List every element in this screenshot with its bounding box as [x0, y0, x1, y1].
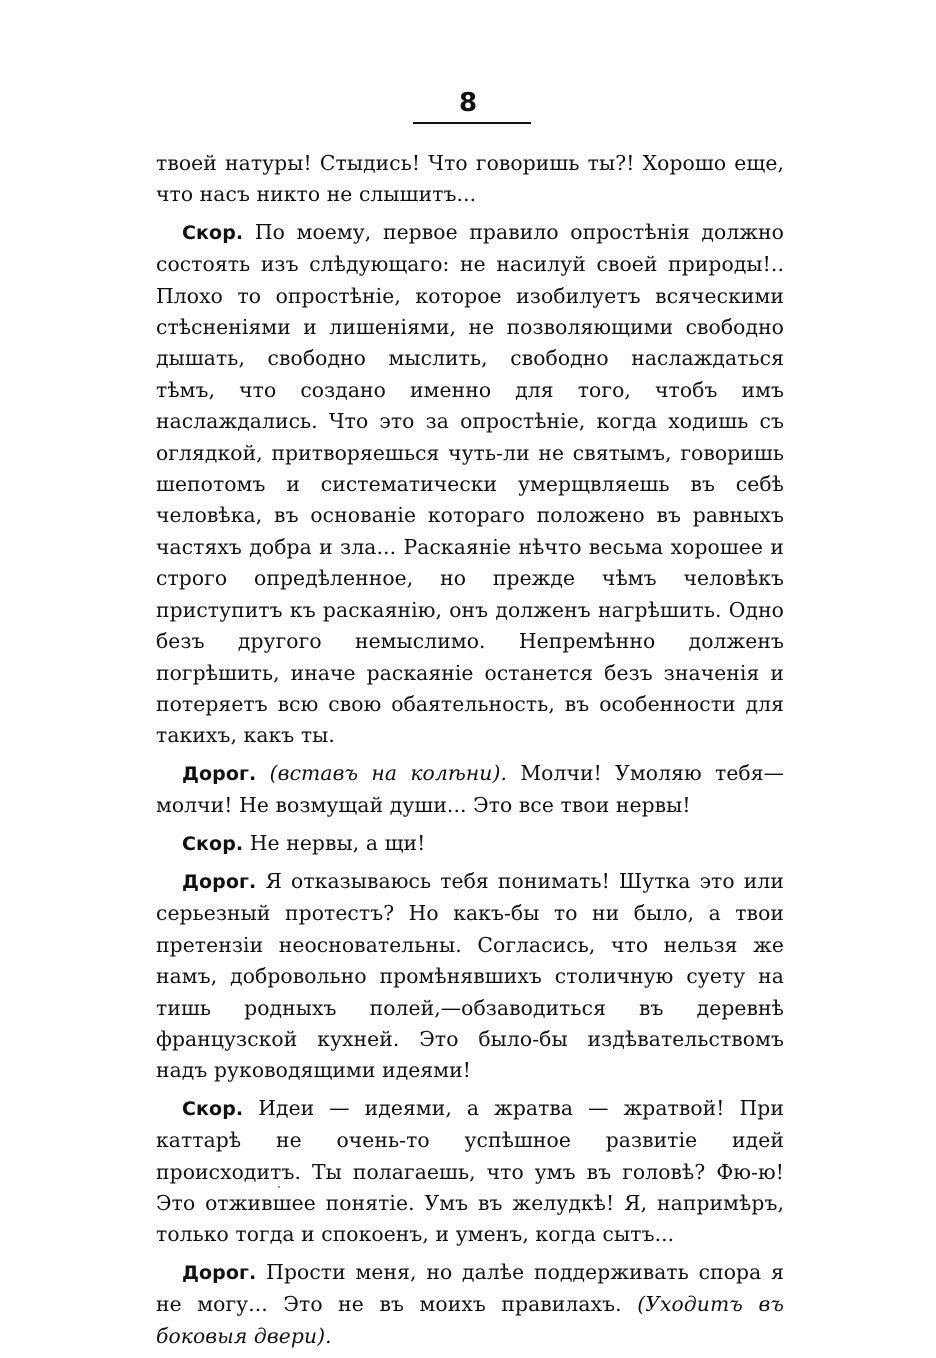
- stage-direction: (вставъ на колѣни).: [269, 760, 508, 785]
- dialogue-text-after: Молчи! Умоляю тебя—молчи! Не возмущай души... Это все твои нервы!: [156, 760, 785, 818]
- stage-direction: (Уходитъ въ боковыя двери).: [156, 1292, 784, 1348]
- page-number: 8: [458, 88, 478, 118]
- print-speck: [278, 1186, 280, 1188]
- dialogue-paragraph: [156, 866, 784, 1087]
- speaker-name: Дорог.: [182, 1261, 257, 1284]
- speaker-name: Скор.: [182, 832, 244, 855]
- dialogue-text: По моему, первое правило опростѣнія должно состоять изъ слѣдующаго: не насилуй своей природы!.. Плохо то опростѣніе, которое изобилуетъ всяческими стѣсненіями и лишеніями, не позволяющими свободно дышать, свободно мыслить, свободно наслаждаться тѣмъ, что создано именно для того, чтобъ имъ наслаждались. Что это за опростѣніе, когда ходишь съ оглядкой, притворяешься чуть-ли не святымъ, говоришь шепотомъ и систематически умерщвляешь въ себѣ человѣка, въ основаніе котораго положено въ равныхъ частяхъ добра и зла... Раскаяніе нѣчто весьма хорошее и строго опредѣленное, но прежде чѣмъ человѣкъ приступитъ къ раскаянію, онъ долженъ нагрѣшить. Одно безъ другого немыслимо. Непремѣнно долженъ погрѣшить, иначе раскаяніе останется безъ значенія и потеряетъ всю свою обаятельность, въ особенности для такихъ, какъ ты.: [156, 219, 784, 748]
- speaker-name: Скор.: [182, 221, 244, 244]
- speaker-name: Дорог.: [182, 762, 257, 785]
- paragraph-continuation: [156, 148, 784, 211]
- page-body: [156, 148, 784, 1358]
- dialogue-paragraph: [156, 1093, 784, 1251]
- dialogue-text: Прости меня, но далѣе поддерживать спора я не могу... Это не въ моихъ правилахъ.: [156, 1259, 784, 1317]
- dialogue-paragraph: [156, 828, 784, 860]
- header-rule: [413, 122, 531, 124]
- paragraph-text: твоей натуры! Стыдись! Что говоришь ты?! Хорошо еще, что насъ никто не слышитъ...: [156, 151, 784, 207]
- dialogue-text: [256, 761, 269, 785]
- speaker-name: Скор.: [182, 1097, 244, 1120]
- dialogue-text: Я отказываюсь тебя понимать! Шутка это или серьезный протестъ? Но какъ-бы то ни было, а твои претензіи неосновательны. Согласись, что нельзя же намъ, добровольно промѣнявшихъ столичную суету на тишь родныхъ полей,—обзаводиться въ деревнѣ французской кухней. Это было-бы издѣвательствомъ надъ руководящими идеями!: [156, 868, 784, 1083]
- dialogue-paragraph: [156, 217, 784, 752]
- dialogue-paragraph: [156, 758, 784, 822]
- dialogue-text: Идеи — идеями, а жратва — жратвой! При каттарѣ не очень-то успѣшное развитіе идей происходитъ. Ты полагаешь, что умъ въ головѣ? Фю-ю! Это отжившее понятіе. Умъ въ желудкѣ! Я, напримѣръ, только тогда и спокоенъ, и уменъ, когда сытъ...: [156, 1095, 784, 1247]
- dialogue-text: Не нервы, а щи!: [243, 830, 426, 855]
- speaker-name: Дорог.: [182, 870, 257, 893]
- dialogue-paragraph: [156, 1257, 784, 1352]
